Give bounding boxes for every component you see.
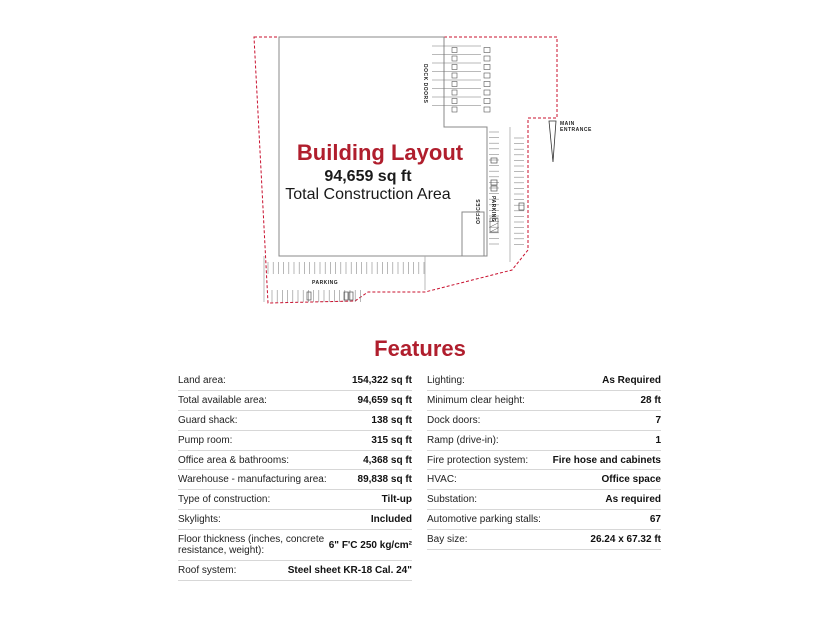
feature-row: Substation: As required <box>427 490 661 510</box>
parking-label-bottom: PARKING <box>312 280 339 286</box>
main-entrance-label-2: ENTRANCE <box>560 127 592 133</box>
feature-row: Minimum clear height: 28 ft <box>427 391 661 411</box>
feature-row: Lighting: As Required <box>427 371 661 391</box>
car-icon <box>307 292 311 300</box>
features-title: Features <box>374 336 466 361</box>
feature-row: Type of construction: Tilt-up <box>178 490 412 510</box>
area-value: 94,659 sq ft <box>324 168 412 185</box>
parking-stalls-right <box>514 138 524 244</box>
dock-door <box>452 82 457 87</box>
building-layout-title: Building Layout <box>296 140 464 165</box>
dock-truck <box>484 48 490 53</box>
feature-row: Dock doors: 7 <box>427 411 661 431</box>
feature-row: Pump room: 315 sq ft <box>178 431 412 451</box>
feature-row: Office area & bathrooms: 4,368 sq ft <box>178 451 412 471</box>
dock-truck <box>484 56 490 61</box>
feature-row: Ramp (drive-in): 1 <box>427 431 661 451</box>
dock-doors-label: DOCK DOORS <box>422 64 428 104</box>
dock-door <box>452 56 457 61</box>
dock-truck <box>484 99 490 104</box>
parking-stalls-bottom-upper <box>268 262 424 274</box>
offices-label: OFFICES <box>476 198 482 224</box>
feature-row: Bay size: 26.24 x 67.32 ft <box>427 530 661 550</box>
area-caption: Total Construction Area <box>285 186 451 203</box>
feature-row: Automotive parking stalls: 67 <box>427 510 661 530</box>
car-icon <box>519 203 524 210</box>
dock-door <box>452 65 457 70</box>
car-icon <box>491 186 497 191</box>
feature-row: Total available area: 94,659 sq ft <box>178 391 412 411</box>
dock-truck <box>484 90 490 95</box>
dock-truck <box>484 65 490 70</box>
dock-door <box>452 73 457 78</box>
feature-row: HVAC: Office space <box>427 470 661 490</box>
feature-row: Land area: 154,322 sq ft <box>178 371 412 391</box>
dock-door <box>452 48 457 53</box>
car-icon <box>349 292 353 300</box>
features-table-left <box>178 371 412 581</box>
feature-row: Fire protection system: Fire hose and cabinets <box>427 451 661 471</box>
main-entrance-label-1: MAIN <box>560 121 575 127</box>
feature-row: Guard shack: 138 sq ft <box>178 411 412 431</box>
feature-row: Skylights: Included <box>178 510 412 530</box>
dock-doors <box>432 46 490 112</box>
dock-door <box>452 99 457 104</box>
entrance-marker <box>549 121 556 162</box>
feature-row: Floor thickness (inches, concrete resistance, weight): 6" F'C 250 kg/cm² <box>178 530 412 561</box>
construction-area <box>260 168 476 204</box>
dock-door <box>452 90 457 95</box>
feature-row: Warehouse - manufacturing area: 89,838 sq ft <box>178 470 412 490</box>
dock-truck <box>484 82 490 87</box>
dock-truck <box>484 73 490 78</box>
features-table-right <box>427 371 661 550</box>
feature-row: Roof system: Steel sheet KR-18 Cal. 24" <box>178 561 412 581</box>
dock-door <box>452 107 457 112</box>
dock-truck <box>484 107 490 112</box>
parking-label-right: PARKING <box>490 196 496 223</box>
